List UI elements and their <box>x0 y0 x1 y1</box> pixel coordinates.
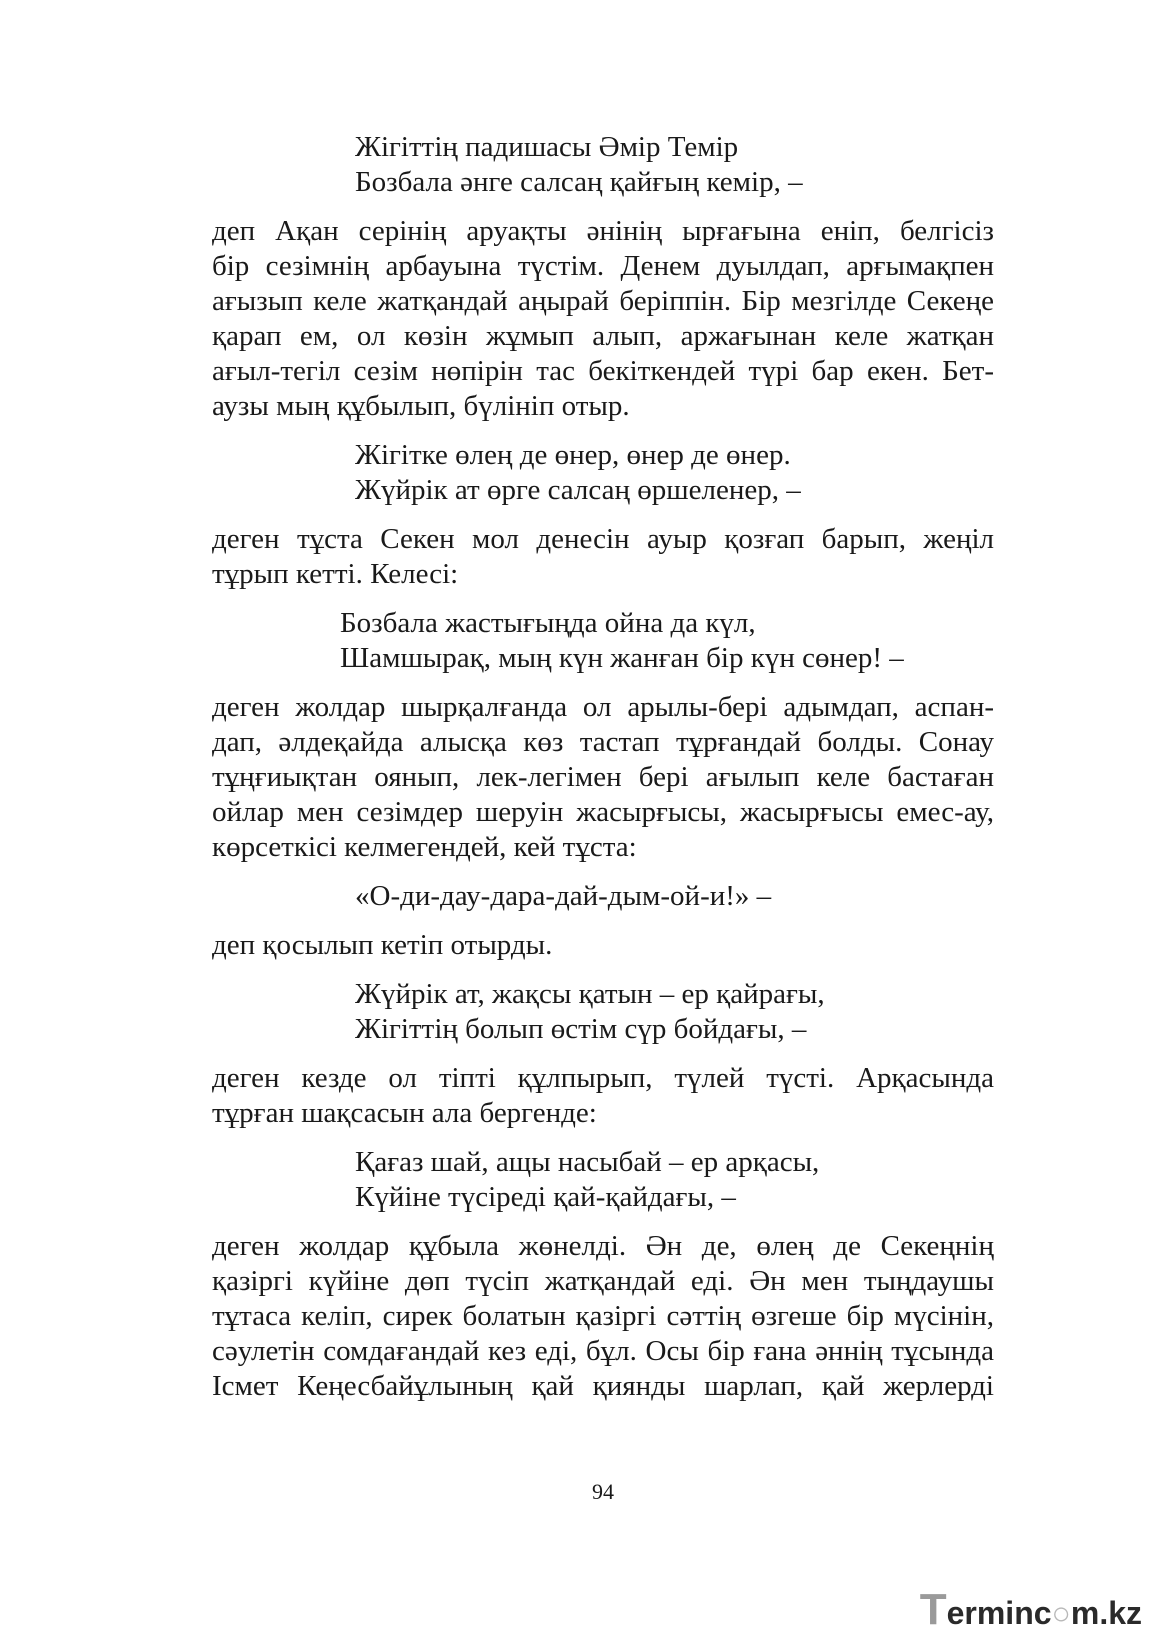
text-line: деген жолдар шырқалғанда ол арылы-бері адымдап, аспан- <box>212 691 994 723</box>
text-line: деген жолдар құбыла жөнелді. Ән де, өлең де Секеңнің <box>212 1230 994 1262</box>
verse-block <box>212 879 994 914</box>
prose-paragraph <box>212 1061 994 1131</box>
prose-paragraph <box>212 522 994 592</box>
text-line: деп қосылып кетіп отырды. <box>212 929 553 961</box>
text-line: сәулетін сомдағандай кез еді, бұл. Осы бір ғана әннің тұсында <box>212 1335 994 1367</box>
verse-line: Жігіттің болып өстім сүр бойдағы, – <box>355 1013 807 1045</box>
text-line: қарап ем, ол көзін жұмып алып, аржағынан келе жатқан <box>212 320 994 352</box>
page-body <box>212 130 994 1418</box>
verse-block <box>212 438 994 508</box>
verse-block <box>212 1145 994 1215</box>
text-line: тұтаса келіп, сирек болатын қазіргі сәттің өзгеше бір мүсінін, <box>212 1300 994 1332</box>
verse-line: «О-ди-дау-дара-дай-дым-ой-и!» – <box>355 880 772 912</box>
text-line: көрсеткісі келмегендей, кей тұста: <box>212 831 637 863</box>
verse-line: Бозбала әнге салсаң қайғың кемір, – <box>355 166 803 198</box>
text-line: деген тұста Секен мол денесін ауыр қозғап барып, жеңіл <box>212 523 994 555</box>
text-line: ойлар мен сезімдер шеруін жасырғысы, жасырғысы емес-ау, <box>212 796 994 828</box>
text-line: тұрып кетті. Келесі: <box>212 558 459 590</box>
text-line: деп Ақан серінің аруақты әнінің ырғағына еніп, белгісіз <box>212 215 994 247</box>
verse-line: Жігіттің падишасы Әмір Темір <box>355 131 739 163</box>
page-number: 94 <box>592 1479 614 1504</box>
verse-line: Қағаз шай, ащы насыбай – ер арқасы, <box>355 1146 820 1178</box>
prose-paragraph <box>212 928 994 963</box>
watermark-o: ○ <box>1051 1595 1071 1631</box>
text-line: Ісмет Кеңесбайұлының қай қиянды шарлап, қай жерлерді <box>212 1370 994 1402</box>
verse-block <box>212 130 994 200</box>
watermark-part2: m.kz <box>1070 1595 1142 1631</box>
watermark-part1: erminc <box>946 1595 1052 1631</box>
verse-block <box>212 606 994 676</box>
text-line: тұрған шақсасын ала бергенде: <box>212 1097 597 1129</box>
text-line: ағызып келе жатқандай аңырай беріппін. Бір мезгілде Секеңе <box>212 285 994 317</box>
verse-block <box>212 977 994 1047</box>
watermark-t: T <box>919 1585 947 1634</box>
prose-paragraph <box>212 214 994 424</box>
text-line: бір сезімнің арбауына түстім. Денем дуылдап, арғымақпен <box>212 250 994 282</box>
text-line: дап, әлдеқайда алысқа көз тастап тұрғандай болды. Сонау <box>212 726 994 758</box>
verse-line: Жүйрік ат, жақсы қатын – ер қайрағы, <box>355 978 825 1010</box>
prose-paragraph <box>212 690 994 865</box>
text-line: қазіргі күйіне дөп түсіп жатқандай еді. Ән мен тыңдаушы <box>212 1265 994 1297</box>
site-watermark <box>920 1585 1142 1635</box>
verse-line: Күйіне түсіреді қай-қайдағы, – <box>355 1181 736 1213</box>
verse-line: Жігітке өлең де өнер, өнер де өнер. <box>355 439 791 471</box>
prose-paragraph <box>212 1229 994 1404</box>
verse-line: Бозбала жастығыңда ойна да күл, <box>340 607 756 639</box>
verse-line: Шамшырақ, мың күн жанған бір күн сөнер! – <box>340 642 904 674</box>
text-line: тұңғиықтан оянып, лек-легімен бері ағылып келе бастаған <box>212 761 994 793</box>
text-line: деген кезде ол тіпті құлпырып, түлей түсті. Арқасында <box>212 1062 994 1094</box>
text-line: аузы мың құбылып, бүлініп отыр. <box>212 390 630 422</box>
verse-line: Жүйрік ат өрге салсаң өршеленер, – <box>355 474 801 506</box>
text-line: ағыл-тегіл сезім нөпірін тас бекіткендей түрі бар екен. Бет- <box>212 355 994 387</box>
